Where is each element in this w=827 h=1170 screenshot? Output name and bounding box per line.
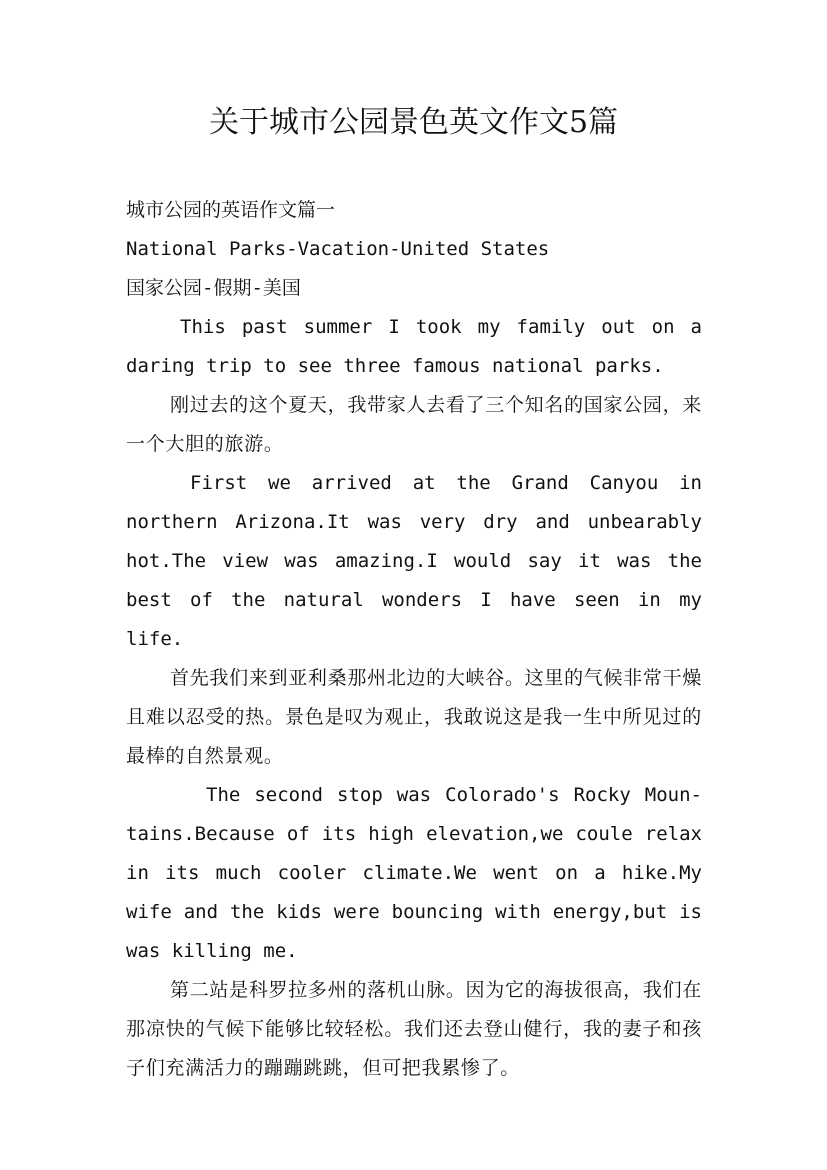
english-subtitle: National Parks-Vacation-United States [126,238,550,260]
paragraph-english-3: The second stop was Colorado's Rocky Moun-tains.Because of its high elevation,we coule relax in its much cooler climate.We went on a hike.My wife and the kids were bouncing with energy,but is was killing me. [126,784,702,962]
chinese-subtitle: 国家公园-假期-美国 [126,277,301,299]
paragraph-english-2: First we arrived at the Grand Canyou in northern Arizona.It was very dry and unbearably hot.The view was amazing.I would say it was the best of the natural wonders I have seen in my life. [126,472,702,650]
paragraph-english-1: This past summer I took my family out on a daring trip to see three famous national parks. [126,316,702,377]
section-heading: 城市公园的英语作文篇一 [126,199,336,221]
document-body [126,191,702,1088]
paragraph-chinese-1: 刚过去的这个夏天，我带家人去看了三个知名的国家公园，来一个大胆的旅游。 [126,394,702,455]
paragraph-chinese-2: 首先我们来到亚利桑那州北边的大峡谷。这里的气候非常干燥且难以忍受的热。景色是叹为观止，我敢说这是我一生中所见过的最棒的自然景观。 [126,667,702,767]
paragraph-chinese-3: 第二站是科罗拉多州的落机山脉。因为它的海拔很高，我们在那凉快的气候下能够比较轻松。我们还去登山健行，我的妻子和孩子们充满活力的蹦蹦跳跳，但可把我累惨了。 [126,979,702,1079]
document-title: 关于城市公园景色英文作文5篇 [208,105,619,140]
